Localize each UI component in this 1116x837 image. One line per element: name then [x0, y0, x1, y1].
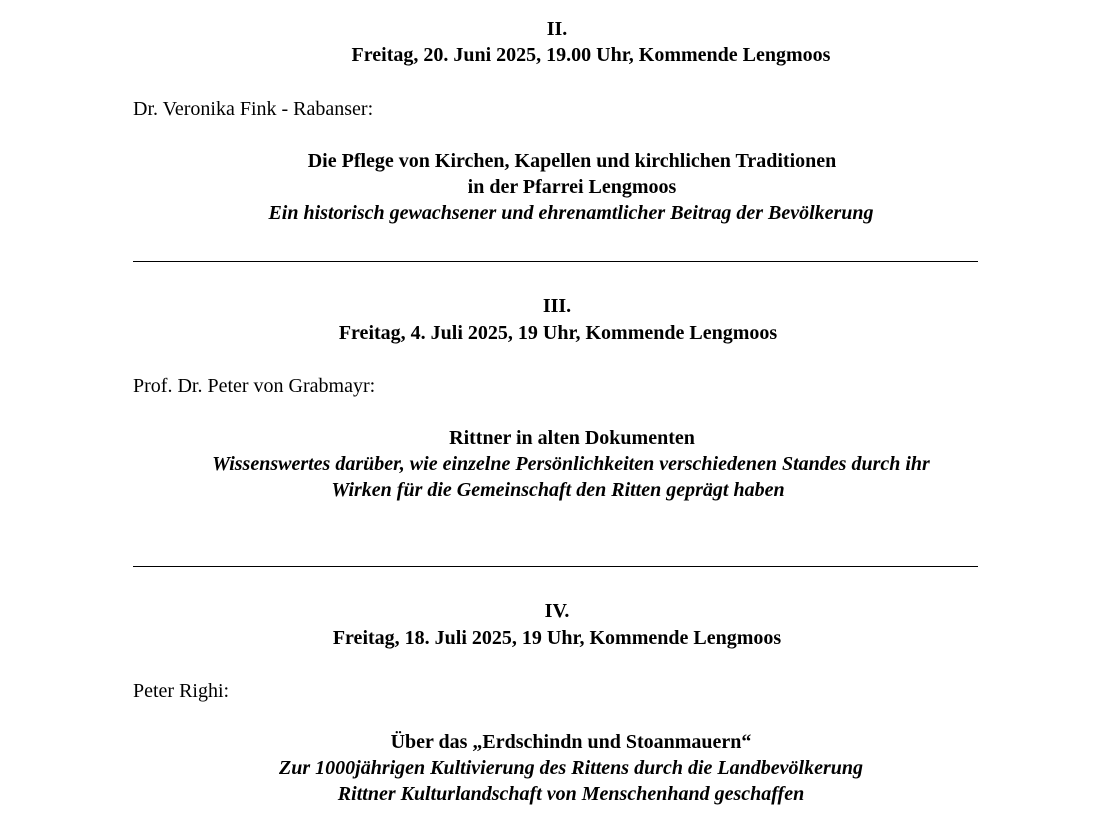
speaker-name: Dr. Veronika Fink - Rabanser: [133, 98, 374, 120]
section-divider [133, 566, 978, 567]
section-date-line: Freitag, 4. Juli 2025, 19 Uhr, Kommende Lengmoos [338, 322, 778, 344]
lecture-subtitle-line: Wirken für die Gemeinschaft den Ritten geprägt haben [331, 479, 785, 501]
section-date-line: Freitag, 20. Juni 2025, 19.00 Uhr, Kommende Lengmoos [351, 44, 831, 66]
lecture-title-line: Rittner in alten Dokumenten [449, 427, 695, 449]
section-divider [133, 261, 978, 262]
section-number: II. [546, 18, 568, 40]
section-date-line: Freitag, 18. Juli 2025, 19 Uhr, Kommende Lengmoos [332, 627, 782, 649]
lecture-title-line: Die Pflege von Kirchen, Kapellen und kirchlichen Traditionen [307, 150, 837, 172]
lecture-title-line: in der Pfarrei Lengmoos [467, 176, 677, 198]
lecture-subtitle-line: Zur 1000jährigen Kultivierung des Rittens durch die Landbevölkerung [279, 757, 863, 779]
speaker-name: Prof. Dr. Peter von Grabmayr: [133, 375, 376, 397]
speaker-name: Peter Righi: [133, 680, 230, 702]
section-number: IV. [544, 600, 570, 622]
lecture-subtitle-line: Rittner Kulturlandschaft von Menschenhand geschaffen [337, 783, 805, 805]
lecture-title-line: Über das „Erdschindn und Stoanmauern“ [390, 731, 752, 753]
lecture-subtitle-line: Ein historisch gewachsener und ehrenamtlicher Beitrag der Bevölkerung [268, 202, 874, 224]
lecture-subtitle-line: Wissenswertes darüber, wie einzelne Persönlichkeiten verschiedenen Standes durch ihr [212, 453, 930, 475]
section-number: III. [542, 295, 572, 317]
